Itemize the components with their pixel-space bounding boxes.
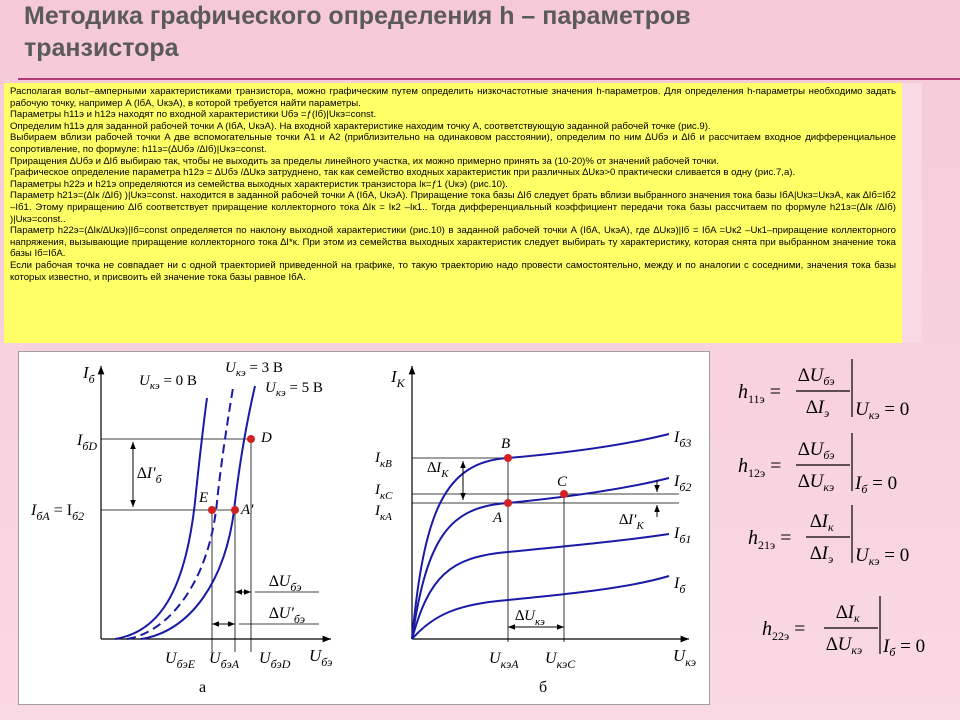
chart-b-point-a: [504, 499, 512, 507]
text-paragraph: Определим h11э для заданной рабочей точки A (IбA, UкэA). На входной характеристике находим точку A, соответствующую заданной рабочей точке (рис.9).: [10, 120, 711, 132]
chart-b-curve-ib2: [412, 478, 669, 639]
formula-h22-numerator: $\Delta I_к$: [836, 602, 860, 625]
formula-h11-condition: $U_{кэ} = 0$: [855, 399, 910, 422]
formula-h21-condition: $U_{кэ} = 0$: [855, 545, 910, 568]
chart-b-x-label: $U_{кэ}$: [673, 646, 697, 669]
chart-b-label-ib: $I_б$: [674, 575, 686, 596]
chart-a-delta-ube-label: $\Delta U_{бэ}$: [269, 573, 302, 594]
chart-b-label-b: B: [501, 436, 511, 452]
formula-h12-numerator: $\Delta U_{бэ}$: [798, 439, 835, 462]
chart-a-label-uke0: $U_{кэ} = 0$ В: [139, 373, 197, 392]
formula-h11-denominator: $\Delta I_э$: [806, 397, 830, 420]
chart-a-curve-uke-3: [127, 388, 233, 639]
chart-b-tick-uka: $U_{кэA}$: [489, 650, 519, 671]
formula-h12-denominator: $\Delta U_{кэ}$: [798, 471, 835, 494]
chart-b-point-c: [560, 490, 568, 498]
chart-a-delta-ib-label: $\Delta I'_б$: [137, 465, 162, 486]
formula-h22: [762, 596, 925, 659]
chart-a-tick-ibd: $I_{бD}$: [77, 432, 98, 453]
formula-h11: [738, 359, 909, 422]
chart-b-delta-uke-label: $\Delta U_{кэ}$: [515, 608, 545, 628]
chart-a-delta-ube2-label: $\Delta U'_{бэ}$: [269, 605, 306, 626]
formula-h11-lhs: $h_{11э}$ =: [738, 381, 781, 406]
formula-h22-condition: $I_б = 0$: [883, 636, 926, 659]
text-paragraph: Если рабочая точка не совпадает ни с одной траекторией приведенной на графике, то такую траекторию надо провести самостоятельно, между и по аналогии с соседними, значения тока базы которых известно, и присвоить ей значение тока базы равное IбA.: [10, 259, 896, 283]
characteristics-figure: [18, 351, 710, 705]
chart-a-point-a: [231, 506, 239, 514]
chart-a-caption: а: [199, 679, 207, 696]
title-underline: [18, 78, 960, 80]
text-paragraph: Располагая вольт–амперными характеристиками транзистора, можно графическим путем определить низкочастотные значения h-параметров. Для определения h-параметры необходимо задать рабочую точку, например A (IбA, UкэA), в которой требуется найти параметры.: [10, 86, 896, 109]
chart-b-delta-ik2-label: $\Delta I'_К$: [619, 512, 644, 532]
formula-h12-condition: $I_б = 0$: [855, 473, 898, 496]
h-parameter-formulas: [712, 351, 960, 720]
chart-b-tick-ikc: $I_{кC}$: [375, 482, 393, 502]
chart-a-tick-iba: $I_{бA} = I_{б2}$: [31, 502, 85, 523]
text-paragraph: Параметры h11э и h12э находят по входной характеристики Uбэ =ƒ(Iб)|Uкэ=const.: [10, 109, 377, 121]
text-paragraph: Параметр h22э=(∆Iк/∆Uкэ)|Iб=const определяется по наклону выходной характеристики (рис.10) в заданной рабочей точки A (IбA, UкэA), где ∆Uкэ)|Iб = IбA =Uк2 –Uк1–приращение коллекторного напряжения, вызывающие приращение коллекторного тока ∆I*к. При этом из семейства выходных характеристик следует выбирать ту характеристику, которая снята при выбранном значение тока базы Iб=IбA.: [10, 225, 896, 260]
chart-a: [30, 360, 332, 696]
chart-a-tick-ud: $U_{бэD}$: [259, 650, 291, 671]
text-paragraph: Параметры h22э и h21э определяются из семейства выходных характеристик транзистора Iк=ƒ1 (Uкэ) (рис.10).: [10, 178, 508, 190]
slide-title-line-2: транзистора: [24, 34, 179, 62]
chart-b-tick-ukc: $U_{кэC}$: [545, 650, 576, 671]
formula-h22-lhs: $h_{22э}$ =: [762, 618, 806, 643]
pink-side-strip: [902, 83, 922, 343]
chart-a-label-uke5: $U_{кэ} = 5$ В: [265, 380, 323, 399]
chart-b-caption: б: [539, 679, 548, 696]
formula-h21: [748, 505, 909, 568]
chart-b-delta-ik-label: $\Delta I_К$: [427, 460, 449, 480]
chart-b-curve-ib3: [412, 434, 669, 639]
chart-b-label-a: A: [493, 510, 503, 526]
chart-b-label-ib1: $I_{б1}$: [674, 525, 692, 546]
text-paragraph: Параметр h21э=(∆Iк /∆Iб) )|Uкэ=const. находится в заданной рабочей точки A (IбA, UкэA). Приращение тока базы ∆Iб следует брать вблизи выбранного значения тока базы IбA|Uкэ=UкэA, как ∆Iб=Iб2 –Iб1. Этому приращению ∆Iб соответствует приращение коллекторного тока ∆Iк = Iк2 –Iк1.. Тогда дифференциальный коэффициент передачи тока базы рассчитаем по формуле h21э=(∆Iк /∆Iб) )|Uкэ=const..: [10, 190, 896, 225]
chart-b: [374, 366, 696, 696]
explanation-text-box: [4, 83, 902, 343]
text-paragraph: Графическое определение параметра h12э = ∆Uбэ /∆Uкэ затруднено, так как семейство входных характеристик при различных ∆Uкэ>0 практически сливается в одну (рис.7,а).: [10, 167, 796, 179]
chart-a-x-label: $U_{бэ}$: [309, 646, 333, 669]
formula-h12: [738, 433, 897, 496]
chart-a-label-a: A′: [241, 502, 254, 518]
formula-h12-lhs: $h_{12э}$ =: [738, 455, 782, 480]
text-paragraph: Приращения ∆Uбэ и ∆Iб выбираю так, чтобы не выходить за пределы линейного участка, их можно примерно принять за (10-20)% от значений рабочей точки.: [10, 155, 719, 167]
chart-a-label-d: D: [261, 430, 272, 446]
chart-b-curve-ib: [412, 576, 669, 639]
chart-b-tick-ika: $I_{кA}$: [375, 503, 392, 523]
chart-a-curve-uke-0: [115, 398, 207, 639]
chart-a-label-e: E: [199, 490, 209, 506]
slide-title: [24, 0, 924, 64]
formula-h11-numerator: $\Delta U_{бэ}$: [798, 365, 835, 388]
formula-h22-denominator: $\Delta U_{кэ}$: [826, 634, 863, 657]
chart-b-tick-ikb: $I_{кB}$: [375, 450, 392, 470]
characteristics-svg: [19, 352, 711, 706]
chart-a-point-e: [208, 506, 216, 514]
slide-title-line-1: Методика графического определения h – параметров: [24, 2, 691, 30]
chart-a-point-d: [247, 435, 255, 443]
chart-b-label-ib2: $I_{б2}$: [674, 473, 692, 494]
formula-h21-numerator: $\Delta I_к$: [810, 511, 834, 534]
chart-b-y-label: $I_К$: [391, 367, 405, 390]
chart-b-label-ib3: $I_{б3}$: [674, 429, 692, 450]
chart-a-tick-ue: $U_{бэE}$: [165, 650, 196, 671]
chart-a-y-label: $I_б$: [83, 363, 95, 386]
chart-b-label-c: C: [557, 474, 568, 490]
chart-a-label-uke3: $U_{кэ} = 3$ В: [225, 360, 283, 379]
chart-a-tick-ua: $U_{бэA}$: [209, 650, 240, 671]
chart-b-point-b: [504, 454, 512, 462]
formula-h21-denominator: $\Delta I_э$: [810, 543, 834, 566]
text-paragraph: Выбираем вблизи рабочей точки A две вспомогательные точки A1 и A2 (приблизительно на одинаковом расстоянии), определим по ним ∆Uбэ и ∆Iб и рассчитаем входное дифференциальное сопротивление, по формуле: h11э=(∆Uбэ /∆Iб)|Uкэ=const.: [10, 132, 896, 155]
formula-h21-lhs: $h_{21э}$ =: [748, 527, 792, 552]
